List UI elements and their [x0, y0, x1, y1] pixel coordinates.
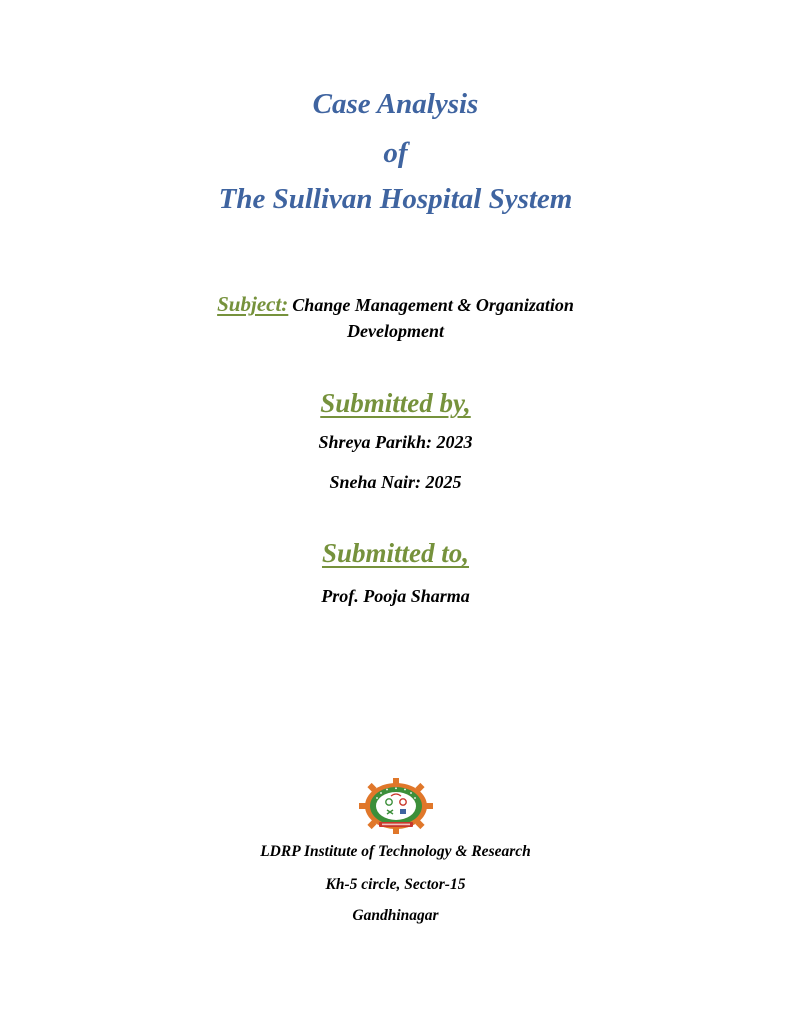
- title-line-2: of: [383, 137, 408, 169]
- institute-address-line-2: Gandhinagar: [352, 907, 439, 924]
- subject-block: [0, 292, 791, 317]
- submitted-to-heading: Submitted to,: [321, 538, 470, 568]
- submitted-by-member-1: Shreya Parikh: 2023: [318, 432, 473, 452]
- institute-emblem-icon: [357, 778, 435, 834]
- subject-value-line-2: Development: [347, 321, 444, 341]
- title-line-1: Case Analysis: [312, 88, 479, 120]
- submitted-to-name: Prof. Pooja Sharma: [321, 586, 470, 606]
- institute-logo-icon: [357, 778, 435, 834]
- title-line-3: The Sullivan Hospital System: [218, 183, 573, 215]
- subject-label: Subject:: [217, 292, 289, 316]
- institute-name: LDRP Institute of Technology & Research: [260, 843, 531, 860]
- institute-address-line-1: Kh-5 circle, Sector-15: [325, 876, 466, 893]
- subject-value-line-1: Change Management & Organization: [292, 295, 574, 315]
- submitted-by-member-2: Sneha Nair: 2025: [329, 472, 462, 492]
- submitted-by-heading: Submitted by,: [320, 388, 471, 418]
